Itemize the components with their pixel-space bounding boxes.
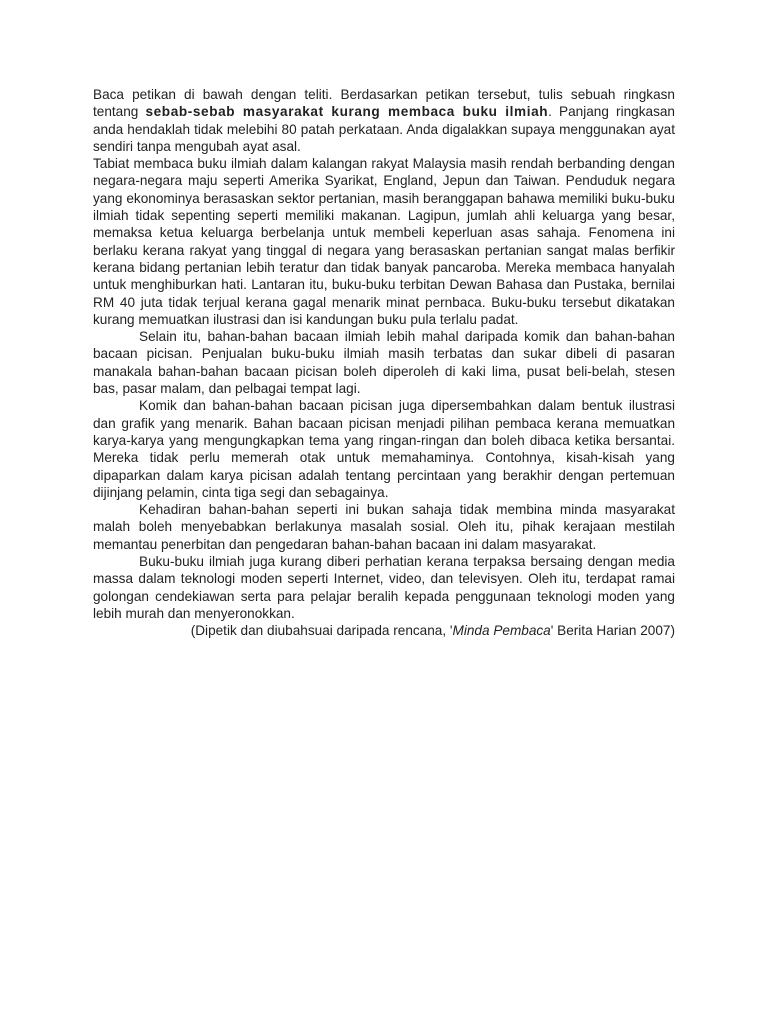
source-citation: [93, 622, 675, 639]
instruction-text-before: Baca petikan di bawah dengan teliti. Berdasarkan petikan tersebut, tulis sebuah ringkasn tentang: [93, 87, 675, 120]
passage-paragraph-5: Buku-buku ilmiah juga kurang diberi perhatian kerana terpaksa bersaing dengan media massa dalam teknologi moden seperti Internet, video, dan televisyen. Oleh itu, terdapat ramai golongan cendekiawan serta para pelajar beralih kepada penggunaan teknologi moden yang lebih murah dan menyeronokkan.: [93, 554, 675, 621]
passage-paragraph-3: Komik dan bahan-bahan bacaan picisan juga dipersembahkan dalam bentuk ilustrasi dan grafik yang menarik. Bahan bacaan picisan menjadi pilihan pembaca kerana memuatkan karya-karya yang mengungkapkan tema yang ringan-ringan dan boleh dibaca ketika bersantai. Mereka tidak perlu memerah otak untuk memahaminya. Contohnya, kisah-kisah yang dipaparkan dalam karya picisan adalah tentang percintaan yang berakhir dengan pertemuan dijinjang pelamin, cinta tiga segi dan sebagainya.: [93, 398, 675, 500]
document-page: [93, 86, 675, 640]
passage-paragraph-2: Selain itu, bahan-bahan bacaan ilmiah lebih mahal daripada komik dan bahan-bahan bacaan picisan. Penjualan buku-buku ilmiah masih terbatas dan sukar dibeli di pasaran manakala bahan-bahan bacaan picisan boleh diperoleh di kaki lima, pusat beli-belah, stesen bas, pasar malam, dan pelbagai tempat lagi.: [93, 329, 675, 397]
passage-paragraph-1: Tabiat membaca buku ilmiah dalam kalangan rakyat Malaysia masih rendah berbanding dengan negara-negara maju seperti Amerika Syarikat, England, Jepun dan Taiwan. Penduduk negara yang ekonominya berasaskan sektor pertanian, masih beranggapan bahawa memiliki buku-buku ilmiah tidak sepenting seperti memiliki makanan. Lagipun, jumlah ahli keluarga yang besar, memaksa ketua keluarga berbelanja untuk membeli keperluan asas sahaja. Fenomena ini berlaku kerana rakyat yang tinggal di negara yang berasaskan pertanian sangat malas berfikir kerana bidang pertanian lebih teratur dan tidak banyak pancaroba. Mereka membaca hanyalah untuk menghiburkan hati. Lantaran itu, buku-buku terbitan Dewan Bahasa dan Pustaka, bernilai RM 40 juta tidak terjual kerana gagal menarik minat pernbaca. Buku-buku tersebut dikatakan kurang memuatkan ilustrasi dan isi kandungan buku pula terlalu padat.: [93, 156, 675, 327]
instruction-topic: sebab-sebab masyarakat kurang membaca buku ilmiah: [145, 104, 549, 120]
instruction-text-after: . Panjang ringkasan anda hendaklah tidak melebihi 80 patah perkataan. Anda digalakkan supaya menggunakan ayat sendiri tanpa mengubah ayat asal.: [93, 104, 675, 154]
source-text-before: (Dipetik dan diubahsuai daripada rencana, ': [190, 623, 453, 639]
instruction-paragraph: [93, 86, 675, 155]
source-text-after: ' Berita Harian 2007): [550, 623, 675, 639]
source-article-title: Minda Pembaca: [452, 623, 551, 639]
passage-paragraph-4: Kehadiran bahan-bahan seperti ini bukan sahaja tidak membina minda masyarakat malah boleh menyebabkan berlakunya masalah sosial. Oleh itu, pihak kerajaan mestilah memantau penerbitan dan pengedaran bahan-bahan bacaan ini dalam masyarakat.: [93, 502, 675, 552]
